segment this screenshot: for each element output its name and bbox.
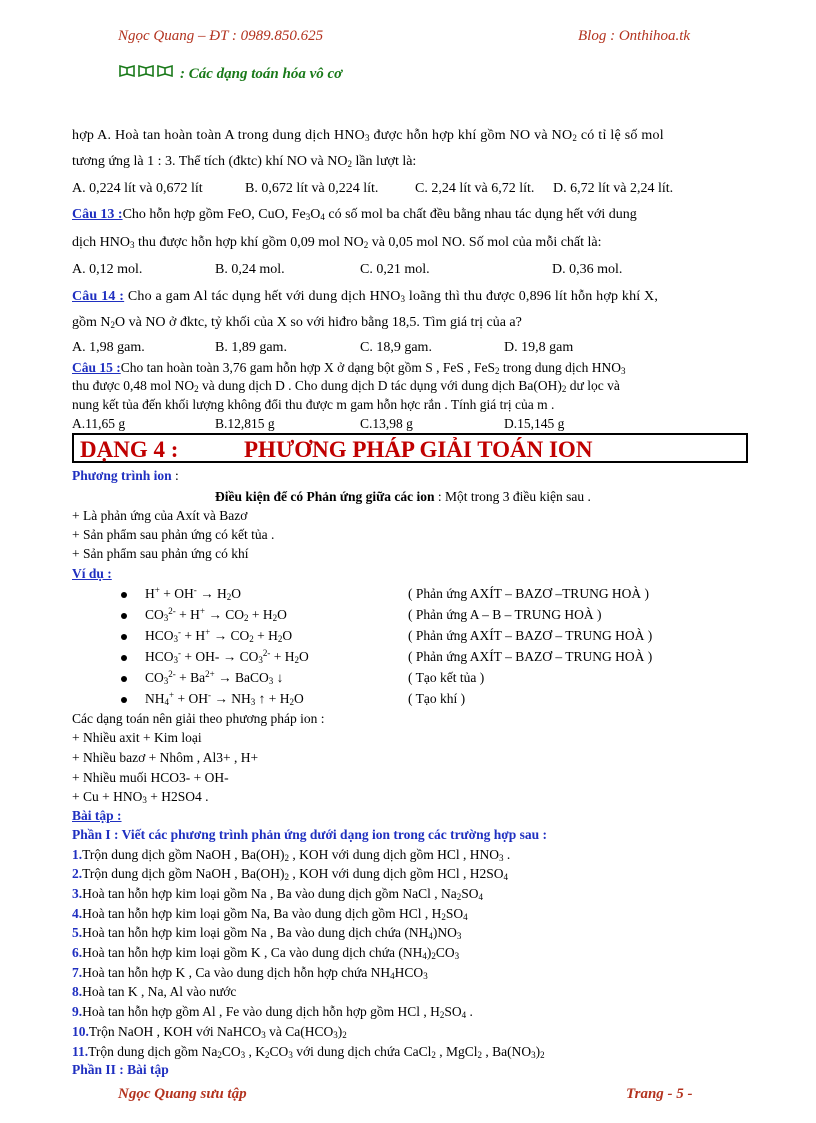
type-3: + Nhiều muối HCO3- + OH- [72, 770, 229, 785]
bullet-icon [121, 697, 127, 703]
q15-option-c: C.13,98 g [360, 416, 413, 431]
equation-5: $CO_3^{2-} + Ba^{2+}$ → BaCO$_3$ ↓ [145, 669, 284, 686]
exercise-item: 2.Trộn dung dịch gồm NaOH , $Ba(OH)_2$ , KOH với dung dịch gồm HCl , $H2SO_4$ [72, 866, 509, 882]
q13-label: Câu 13 : [72, 207, 123, 222]
q12-line1: hợp A. Hoà tan hoàn toàn A trong dung dịch $HNO_3$ được hỗn hợp khí gồm NO và $NO_2$ có tỉ lệ số mol [72, 128, 664, 143]
ion-condition: Điều kiện để có Phản ứng giữa các ion : Một trong 3 điều kiện sau . [215, 489, 591, 504]
example-label: Ví dụ : [72, 566, 112, 581]
q15-line3: nung kết tủa đến khối lượng không đổi thu được m gam hỗn hợc rắn . Tính giá trị của m . [72, 397, 555, 412]
equation-1: $H^+ + OH^- \to H_2O$ [145, 585, 241, 602]
q15-option-a: A.11,65 g [72, 416, 126, 431]
footer-left: Ngọc Quang sưu tập [118, 1086, 247, 1102]
section-number: DẠNG 4 : [80, 437, 179, 462]
exercise-item: 7.Hoà tan hỗn hợp K , Ca vào dung dịch hỗn hợp chứa $NH_4HCO_3$ [72, 965, 428, 981]
part-2-heading: Phần II : Bài tập [72, 1062, 169, 1077]
exercise-item: 6.Hoà tan hỗn hợp kim loại gồm K , Ca vào dung dịch chứa $(NH_4)_2CO_3$ [72, 945, 460, 961]
equation-6: $NH_4^+ + OH^- \to NH_3$ ↑ + $H_2O$ [145, 690, 304, 707]
footer-page: Trang - 5 - [626, 1086, 693, 1102]
q14-option-c: C. 18,9 gam. [360, 340, 432, 355]
q13-option-a: A. 0,12 mol. [72, 262, 143, 277]
equation-4: $HCO_3^- + OH- \to CO_3^{2-} + H_2O$ [145, 648, 309, 665]
ion-condition-1: + Là phản ứng của Axít và Bazơ [72, 508, 248, 523]
equation-3-note: ( Phản ứng AXÍT – BAZƠ – TRUNG HOÀ ) [408, 628, 653, 643]
equation-1-note: ( Phản ứng AXÍT – BAZƠ –TRUNG HOÀ ) [408, 586, 650, 601]
exercise-item: 9.Hoà tan hỗn hợp gồm Al , Fe vào dung dịch hỗn hợp gồm HCl , $H_2SO_4$ . [72, 1004, 473, 1020]
q15-option-d: D.15,145 g [504, 416, 565, 431]
exercise-item: 5.Hoà tan hỗn hợp kim loại gồm Na , Ba vào dung dịch chứa $(NH_4)NO_3$ [72, 925, 462, 941]
exercise-item: 3.Hoà tan hỗn hợp kim loại gồm Na , Ba vào dung dịch gồm NaCl , $Na_2SO_4$ [72, 886, 483, 902]
q14-line1: Câu 14 : Cho a gam Al tác dụng hết với dung dịch $HNO_3$ loãng thì thu được 0,896 lít hỗn hợp khí X, [72, 289, 659, 304]
type-2: + Nhiều bazơ + Nhôm , Al3+ , H+ [72, 750, 259, 765]
section-heading-box [72, 433, 748, 463]
exercise-label: Bài tập : [72, 808, 122, 823]
section-title: PHƯƠNG PHÁP GIẢI TOÁN ION [244, 437, 593, 462]
bullet-icon [121, 592, 127, 598]
q14-option-b: B. 1,89 gam. [215, 340, 287, 355]
q13-line1: Câu 13 :Cho hỗn hợp gồm FeO, CuO, $Fe_3O_4$ có số mol ba chất đều bằng nhau tác dụng hết với dung [72, 207, 637, 222]
bullet-icon [121, 634, 127, 640]
header-author: Ngọc Quang – ĐT : 0989.850.625 [118, 28, 324, 44]
equation-5-note: ( Tạo kết tủa ) [408, 670, 485, 685]
q15-line2: thu được 0,48 mol $NO_2$ và dung dịch D . Cho dung dịch D tác dụng với dung dịch $Ba(OH)_2$ dư lọc và [72, 378, 620, 394]
bullet-icon [121, 676, 127, 682]
q15-label: Câu 15 : [72, 360, 121, 375]
part-1-heading: Phần I : Viết các phương trình phản ứng dưới dạng ion trong các trường hợp sau : [72, 827, 548, 842]
ion-condition-3: + Sản phẩm sau phản ứng có khí [72, 546, 249, 561]
q14-label: Câu 14 : [72, 289, 125, 304]
equation-2: $CO_3^{2-} + H^+ \to CO_2 + H_2O$ [145, 606, 287, 623]
equation-2-note: ( Phản ứng A – B – TRUNG HOÀ ) [408, 607, 602, 622]
exercise-item: 11.Trộn dung dịch gồm $Na_2CO_3$ , $K_2CO_3$ với dung dịch chứa CaCl$_2$ , MgCl$_2$ , $Ba(NO_3)_2$ [72, 1044, 545, 1060]
q12-line2: tương ứng là 1 : 3. Thể tích (đktc) khí NO và $NO_2$ lần lượt là: [72, 154, 417, 169]
exercise-item: 10.Trộn NaOH , KOH với NaHCO$_3$ và $Ca(HCO_3)_2$ [72, 1024, 347, 1040]
equation-3: $HCO_3^- + H^+ \to CO_2 + H_2O$ [145, 627, 293, 644]
ion-condition-2: + Sản phẩm sau phản ứng có kết tủa . [72, 527, 275, 542]
q13-option-b: B. 0,24 mol. [215, 262, 285, 277]
topic-title: : Các dạng toán hóa vô cơ [180, 66, 343, 82]
ion-heading: Phương trình ion : [72, 468, 179, 483]
equation-4-note: ( Phản ứng AXÍT – BAZƠ – TRUNG HOÀ ) [408, 649, 653, 664]
exercise-item: 8.Hoà tan K , Na, Al vào nước [72, 984, 237, 999]
q13-option-d: D. 0,36 mol. [552, 262, 623, 277]
q13-line2: dịch $HNO_3$ thu được hỗn hợp khí gồm 0,09 mol $NO_2$ và 0,05 mol NO. Số mol của mỗi chất là: [72, 235, 602, 250]
type-1: + Nhiều axit + Kim loại [72, 730, 202, 745]
book-icon [118, 64, 176, 83]
q13-option-c: C. 0,21 mol. [360, 262, 430, 277]
q15-line1: Câu 15 :Cho tan hoàn toàn 3,76 gam hỗn hợp X ở dạng bột gồm S , FeS , FeS$_2$ trong dung dịch $HNO_3$ [72, 360, 626, 376]
exercise-item: 1.Trộn dung dịch gồm NaOH , $Ba(OH)_2$ , KOH với dung dịch gồm HCl , $HNO_3$ . [72, 847, 511, 863]
header-blog: Blog : Onthihoa.tk [578, 28, 691, 44]
q14-line2: gồm $N_2O$ và NO ở đktc, tỷ khối của X so với hiđro bằng 18,5. Tìm giá trị của a? [72, 315, 522, 330]
exercise-item: 4.Hoà tan hỗn hợp kim loại gồm Na, Ba vào dung dịch gồm HCl , $H_2SO_4$ [72, 906, 468, 922]
bullet-icon [121, 655, 127, 661]
equation-6-note: ( Tạo khí ) [408, 691, 466, 706]
q15-option-b: B.12,815 g [215, 416, 275, 431]
q12-option-c: C. 2,24 lít và 6,72 lít. [415, 181, 535, 196]
q12-option-b: B. 0,672 lít và 0,224 lít. [245, 181, 379, 196]
q12-option-d: D. 6,72 lít và 2,24 lít. [553, 181, 674, 196]
type-4: + $Cu + HNO_3 + H2SO4$ . [72, 789, 209, 805]
types-intro: Các dạng toán nên giải theo phương pháp ion : [72, 711, 325, 726]
q12-option-a: A. 0,224 lít và 0,672 lít [72, 181, 203, 196]
q14-option-d: D. 19,8 gam [504, 340, 574, 355]
q14-option-a: A. 1,98 gam. [72, 340, 145, 355]
bullet-icon [121, 613, 127, 619]
